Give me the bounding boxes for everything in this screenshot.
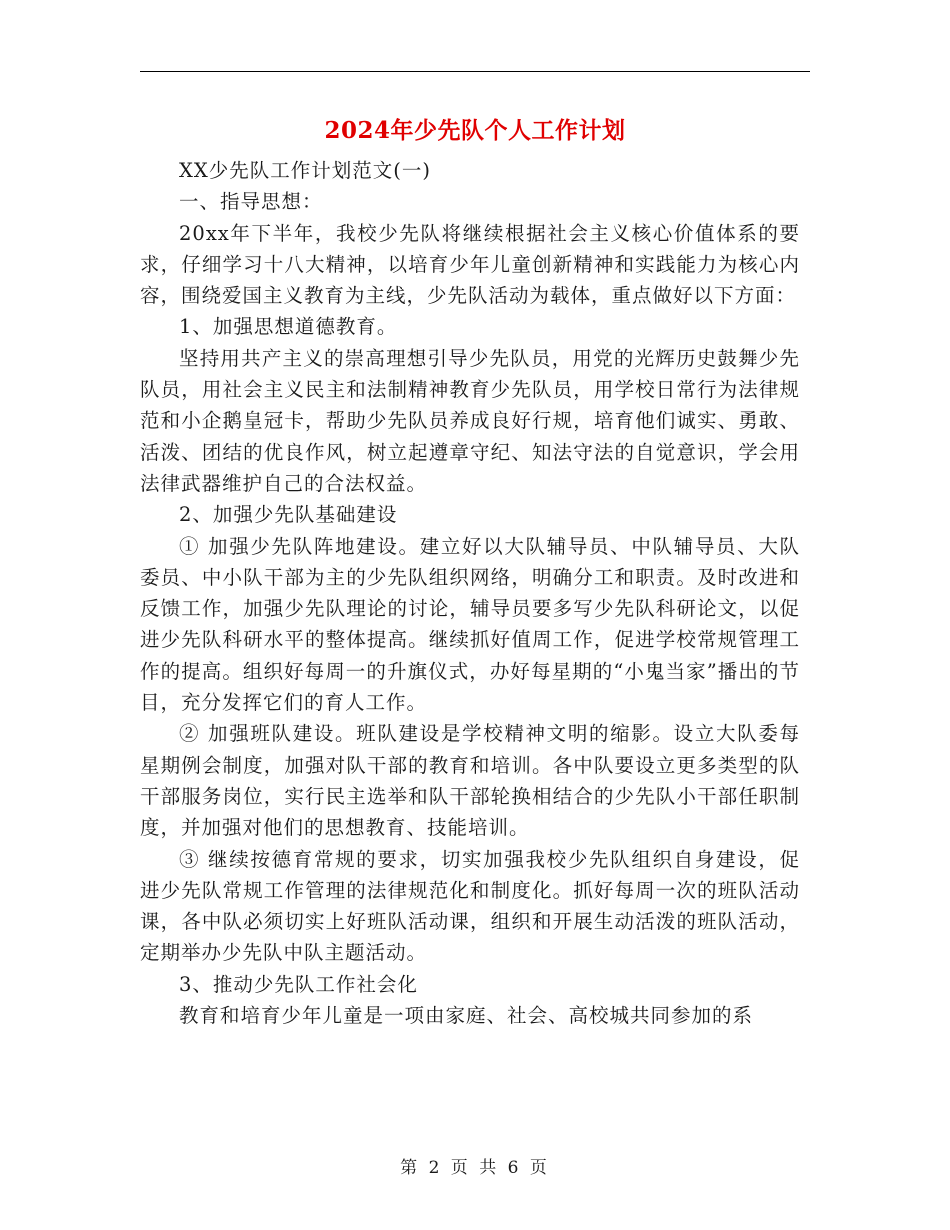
page-number: 第 2 页 共 6 页 [400, 1158, 550, 1178]
paragraph-subheading: 1、加强思想道德教育。 [179, 315, 398, 339]
paragraph: 教育和培育少年儿童是一项由家庭、社会、高校城共同参加的系 [179, 1004, 754, 1028]
paragraph: 20xx年下半年，我校少先队将继续根据社会主义核心价值体系的要求，仔细学习十八大精神，以培育少年儿童创新精神和实践能力为核心内容，围绕爱国主义教育为主线，少先队活动为载体，重点做好以下方面： [140, 221, 800, 308]
paragraph-section-heading: 一、指导思想： [179, 190, 323, 214]
paragraph-subtitle: XX少先队工作计划范文(一) [179, 159, 431, 182]
paragraph: ③ 继续按德育常规的要求，切实加强我校少先队组织自身建设，促进少先队常规工作管理的法律规范化和制度化。抓好每周一次的班队活动课，各中队必须切实上好班队活动课，组织和开展生动活泼的班队活动，定期举办少先队中队主题活动。 [140, 847, 800, 965]
document-title: 2024年少先队个人工作计划 [324, 117, 626, 144]
paragraph: ② 加强班队建设。班队建设是学校精神文明的缩影。设立大队委每星期例会制度，加强对队干部的教育和培训。各中队要设立更多类型的队干部服务岗位，实行民主选举和队干部轮换相结合的少先队小干部任职制度，并加强对他们的思想教育、技能培训。 [140, 722, 800, 840]
header-rule [140, 71, 810, 72]
paragraph: ① 加强少先队阵地建设。建立好以大队辅导员、中队辅导员、大队委员、中小队干部为主的少先队组织网络，明确分工和职责。及时改进和反馈工作，加强少先队理论的讨论，辅导员要多写少先队科研论文，以促进少先队科研水平的整体提高。继续抓好值周工作，促进学校常规管理工作的提高。组织好每周一的升旗仪式，办好每星期的“小鬼当家”播出的节目，充分发挥它们的育人工作。 [140, 534, 800, 715]
document-body [140, 155, 800, 1031]
paragraph: 坚持用共产主义的崇高理想引导少先队员，用党的光辉历史鼓舞少先队员，用社会主义民主和法制精神教育少先队员，用学校日常行为法律规范和小企鹅皇冠卡，帮助少先队员养成良好行规，培育他们诚实、勇敢、活泼、团结的优良作风，树立起遵章守纪、知法守法的自觉意识，学会用法律武器维护自己的合法权益。 [140, 346, 800, 495]
paragraph-subheading: 3、推动少先队工作社会化 [179, 972, 418, 996]
paragraph-subheading: 2、加强少先队基础建设 [179, 503, 398, 527]
